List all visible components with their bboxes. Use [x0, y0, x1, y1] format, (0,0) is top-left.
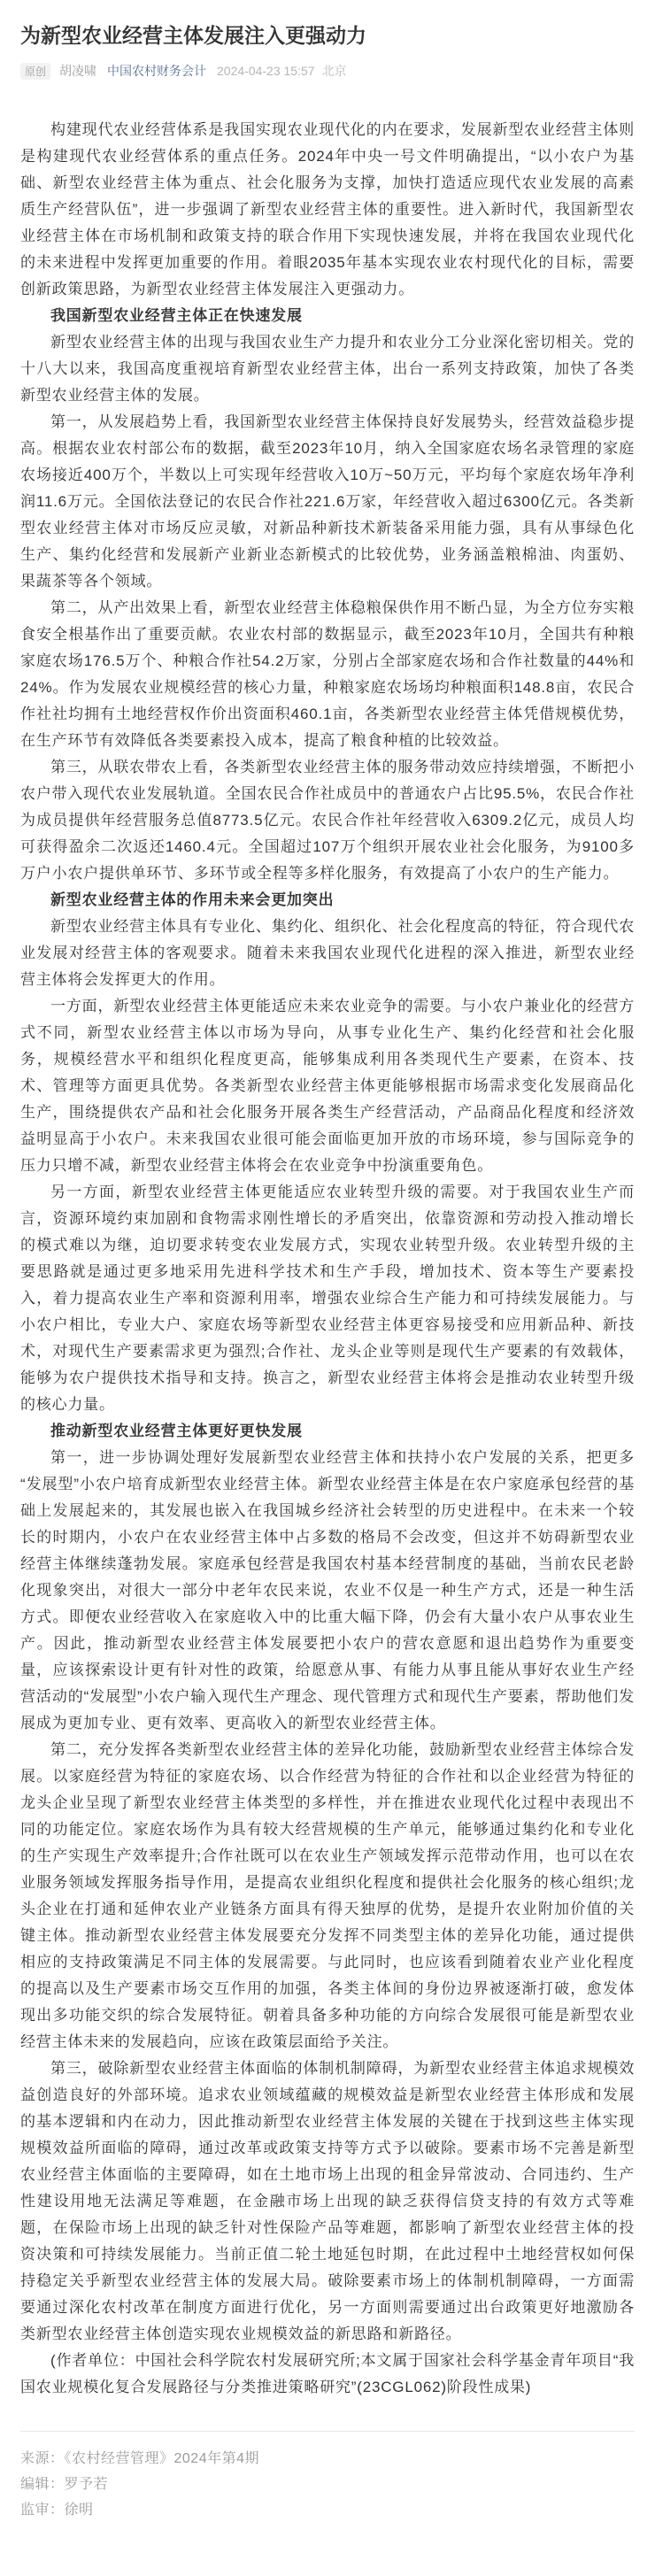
paragraph: 第三，破除新型农业经营主体面临的体制机制障碍，为新型农业经营主体追求规模效益创造良好的外部环境。追求农业领域蕴藏的规模效益是新型农业经营主体形成和发展的基本逻辑和内在动力，因此推动新型农业经营主体发展的关键在于找到这些主体实现规模效益所面临的障碍，通过改革或政策支持等方式予以破除。要素市场不完善是新型农业经营主体面临的主要障碍，如在土地市场上出现的租金异常波动、合同违约、生产性建设用地无法满足等难题，在金融市场上出现的缺乏获得信贷支持的有效方式等难题，在保险市场上出现的缺乏针对性保险产品等难题，都影响了新型农业经营主体的投资决策和可持续发展能力。当前正值二轮土地延包时期，在此过程中土地经营权如何保持稳定关乎新型农业经营主体的发展大局。破除要素市场上的体制机制障碍，一方面需要通过深化农村改革在制度方面进行优化，另一方面则需要通过出台政策更好地激励各类新型农业经营主体创造实现农业规模效益的新思路和新路径。 — [20, 2060, 635, 2343]
article-footer — [20, 2431, 635, 2523]
article-title: 为新型农业经营主体发展注入更强动力 — [20, 24, 366, 47]
paragraph: 一方面，新型农业经营主体更能适应未来农业竞争的需要。与小农户兼业化的经营方式不同，新型农业经营主体以市场为导向，从事专业化生产、集约化经营和社会化服务，规模经营水平和组织化程度更高，能够集成利用各类现代生产要素，在资本、技术、管理等方面更具优势。各类新型农业经营主体更能够根据市场需求变化发展商品化生产，围绕提供农产品和社会化服务开展各类生产经营活动，产品商品化程度和经济效益明显高于小农户。未来我国农业很可能会面临更加开放的市场环境，参与国际竞争的压力只增不减，新型农业经营主体将会在农业竞争中扮演重要角色。 — [20, 998, 635, 1175]
paragraph: 新型农业经营主体的出现与我国农业生产力提升和农业分工分业深化密切相关。党的十八大以来，我国高度重视培育新型农业经营主体，出台一系列支持政策，加快了各类新型农业经营主体的发展。 — [20, 334, 635, 405]
paragraph: 另一方面，新型农业经营主体更能适应农业转型升级的需要。对于我国农业生产而言，资源环境约束加剧和食物需求刚性增长的矛盾突出，依靠资源和劳动投入推动增长的模式难以为继，迫切要求转变农业发展方式，实现农业转型升级。农业转型升级的主要思路就是通过更多地采用先进科学技术和生产手段，增加技术、资本等生产要素投入，着力提高农业生产率和资源利用率，增强农业综合生产能力和可持续发展能力。与小农户相比，专业大户、家庭农场等新型农业经营主体更容易接受和应用新品种、新技术，对现代生产要素需求更为强烈;合作社、龙头企业等则是现代生产要素的有效载体，能够为农户提供技术指导和支持。换言之，新型农业经营主体将会是推动农业转型升级的核心力量。 — [20, 1184, 635, 1414]
section-heading: 我国新型农业经营主体正在快速发展 — [50, 307, 303, 325]
publish-datetime: 2024-04-23 15:57 — [217, 64, 315, 79]
account-name-link[interactable]: 中国农村财务会计 — [107, 64, 207, 79]
paragraph: 第三，从联农带农上看，各类新型农业经营主体的服务带动效应持续增强，不断把小农户带入现代农业发展轨道。全国农民合作社成员中的普通农户占比95.5%，农民合作社为成员提供年经营服务总值8773.5亿元。农民合作社年经营收入6309.2亿元，成员人均可获得盈余二次返还1460.4元。全国超过107万个组织开展农业社会化服务，为9100多万户小农户提供单环节、多环节或全程等多样化服务，有效提高了小农户的生产能力。 — [20, 759, 635, 883]
paragraph: 第一，进一步协调处理好发展新型农业经营主体和扶持小农户发展的关系，把更多“发展型”小农户培育成新型农业经营主体。新型农业经营主体是在农户家庭承包经营的基础上发展起来的，其发展也嵌入在我国城乡经济社会转型的历史进程中。在未来一个较长的时期内，小农户在农业经营主体中占多数的格局不会改变，但这并不妨碍新型农业经营主体继续蓬勃发展。家庭承包经营是我国农村基本经营制度的基础，当前农民老龄化现象突出，对很大一部分中老年农民来说，农业不仅是一种生产方式，还是一种生活方式。即便农业经营收入在家庭收入中的比重大幅下降，仍会有大量小农户从事农业生产。因此，推动新型农业经营主体发展要把小农户的营农意愿和退出趋势作为重要变量，应该探索设计更有针对性的政策，给愿意从事、有能力从事且能从事好农业生产经营活动的“发展型”小农户输入现代生产理念、现代管理方式和现代生产要素，帮助他们发展成为更加专业、更有效率、更高收入的新型农业经营主体。 — [20, 1449, 635, 1732]
publish-location: 北京 — [321, 64, 347, 79]
original-badge: 原创 — [20, 63, 50, 80]
section-heading: 新型农业经营主体的作用未来会更加突出 — [50, 891, 335, 909]
footer-line: 编辑：罗予若 — [20, 2477, 109, 2493]
paragraph: 第二，从产出效果上看，新型农业经营主体稳粮保供作用不断凸显，为全方位夯实粮食安全根基作出了重要贡献。农业农村部的数据显示，截至2023年10月，全国共有种粮家庭农场176.5万个、种粮合作社54.2万家，分别占全部家庭农场和合作社数量的44%和24%。作为发展农业规模经营的核心力量，种粮家庭农场场均种粮面积148.8亩，农民合作社社均拥有土地经营权作价出资面积460.1亩，各类新型农业经营主体凭借规模优势，在生产环节有效降低各类要素投入成本，提高了粮食种植的比较效益。 — [20, 599, 635, 750]
paragraph: 新型农业经营主体具有专业化、集约化、组织化、社会化程度高的特征，符合现代农业发展对经营主体的客观要求。随着未来我国农业现代化进程的深入推进，新型农业经营主体将会发挥更大的作用。 — [20, 918, 635, 989]
paragraph: (作者单位：中国社会科学院农村发展研究所;本文属于国家社会科学基金青年项目“我国农业规模化复合发展路径与分类推进策略研究”(23CGL062)阶段性成果) — [20, 2352, 635, 2396]
footer-line: 来源：《农村经营管理》2024年第4期 — [20, 2451, 259, 2467]
footer-line: 监审：徐明 — [20, 2503, 94, 2518]
paragraph: 构建现代农业经营体系是我国实现农业现代化的内在要求，发展新型农业经营主体则是构建现代农业经营体系的重点任务。2024年中央一号文件明确提出，“以小农户为基础、新型农业经营主体为重点、社会化服务为支撑，加快打造适应现代农业发展的高素质生产经营队伍”，进一步强调了新型农业经营主体的重要性。进入新时代，我国新型农业经营主体在市场机制和政策支持的联合作用下实现快速发展，并将在我国农业现代化的未来进程中发挥更加重要的作用。着眼2035年基本实现农业农村现代化的目标，需要创新政策思路，为新型农业经营主体发展注入更强动力。 — [20, 121, 635, 298]
byline — [20, 62, 635, 80]
section-heading: 推动新型农业经营主体更好更快发展 — [50, 1423, 303, 1440]
paragraph: 第二，充分发挥各类新型农业经营主体的差异化功能，鼓励新型农业经营主体综合发展。以家庭经营为特征的家庭农场、以合作经营为特征的合作社和以企业经营为特征的龙头企业呈现了新型农业经营主体类型的多样性，并在推进农业现代化过程中表现出不同的功能定位。家庭农场作为具有较大经营规模的生产单元，能够通过集约化和专业化的生产实现生产效率提升;合作社既可以在农业生产领域发挥示范带动作用，也可以在农业服务领域发挥服务指导作用，是提高农业组织化程度和提供社会化服务的核心组织;龙头企业在打通和延伸农业产业链条方面具有得天独厚的优势，是提升农业附加价值的关键主体。推动新型农业经营主体发展要充分发挥不同类型主体的差异化功能，通过提供相应的支持政策满足不同主体的发展需要。与此同时，也应该看到随着农业产业化程度的提高以及生产要素市场交互作用的加强，各类主体间的身份边界被逐渐打破，愈发体现出多功能交织的综合发展特征。朝着具备多种功能的方向综合发展很可能是新型农业经营主体未来的发展趋向，应该在政策层面给予关注。 — [20, 1741, 635, 2051]
article-body — [20, 117, 635, 2401]
author-name[interactable]: 胡凌啸 — [59, 64, 97, 79]
paragraph: 第一，从发展趋势上看，我国新型农业经营主体保持良好发展势头，经营效益稳步提高。根据农业农村部公布的数据，截至2023年10月，纳入全国家庭农场名录管理的家庭农场接近400万个，半数以上可实现年经营收入10万~50万元，平均每个家庭农场年净利润11.6万元。全国依法登记的农民合作社221.6万家，年经营收入超过6300亿元。各类新型农业经营主体对市场反应灵敏，对新品种新技术新装备采用能力强，具有从事绿色化生产、集约化经营和发展新产业新业态新模式的比较优势，业务涵盖粮棉油、肉蛋奶、果蔬茶等各个领域。 — [20, 413, 635, 590]
